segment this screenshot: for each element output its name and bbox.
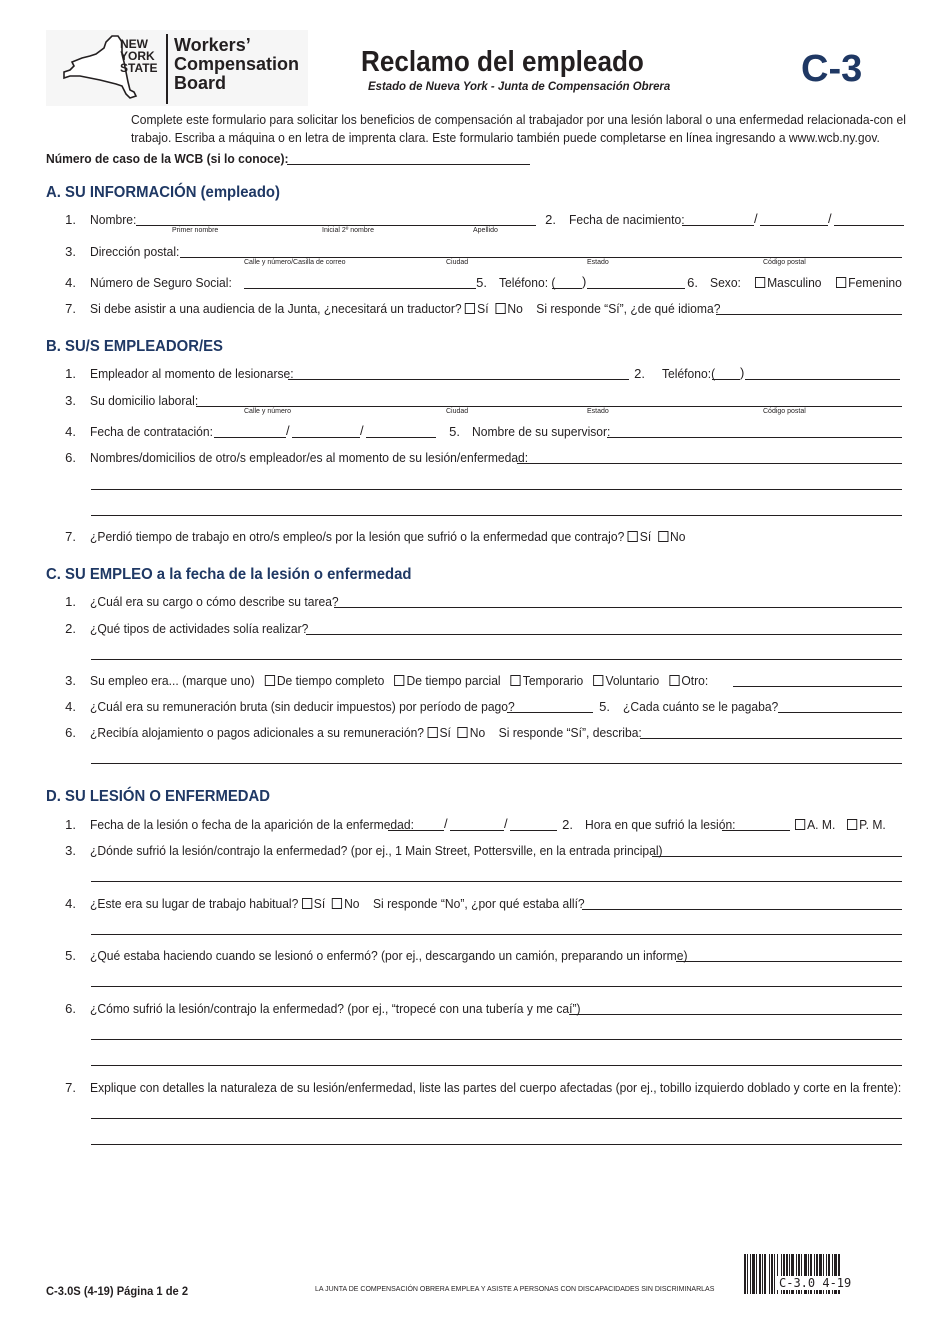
birth-year-input[interactable] [834, 225, 904, 226]
agency-logo [46, 30, 308, 106]
case-number-label: Número de caso de la WCB (si lo conoce): [46, 151, 289, 166]
barcode-text: C-3.0 4-19 [779, 1276, 852, 1290]
question-number: 2. [562, 817, 573, 832]
section-a-title: A. SU INFORMACIÓN (empleado) [46, 184, 280, 201]
extra-pay-no-checkbox[interactable] [458, 727, 468, 738]
intro-text: Complete este formulario para solicitar los beneficios de compensación al trabajador por una lesión laboral o una enfermedad relacionada-con el trabajo. Escriba a máquina o en letra de imprenta clara. Este formulario también puede completarse en línea ingresando a www.wcb.ny.gov. [131, 112, 906, 145]
other-employers-input-line[interactable] [91, 515, 902, 516]
how-injured-input-line[interactable] [91, 1065, 902, 1066]
barcode-bar [756, 1254, 757, 1294]
injury-time-input[interactable] [722, 830, 790, 831]
why-there-input[interactable] [582, 909, 902, 910]
translator-question: Si debe asistir a una audiencia de la Junta, ¿necesitará un traductor? Sí No Si responde “Sí”, ¿de qué idioma? [90, 301, 721, 316]
volunteer-checkbox[interactable] [593, 675, 603, 686]
job-title-input[interactable] [334, 607, 902, 608]
case-number-input[interactable] [287, 164, 530, 165]
supervisor-label: Nombre de su supervisor: [472, 424, 611, 439]
extra-pay-describe-input-line[interactable] [91, 763, 902, 764]
sex-male-option[interactable]: Masculino [755, 276, 822, 290]
injury-location-input-line[interactable] [91, 881, 902, 882]
field-hint: Primer nombre [172, 227, 219, 234]
barcode-bar [764, 1254, 766, 1294]
translator-yes-checkbox[interactable] [465, 303, 475, 314]
mailing-address-input[interactable] [180, 257, 902, 258]
am-option[interactable]: A. M. [795, 818, 835, 832]
injury-date-label: Fecha de la lesión o fecha de la aparición de la enfermedad: [90, 817, 414, 832]
phone-label: Teléfono: ( [499, 275, 556, 290]
employer-phone-label: Teléfono:( [662, 366, 716, 381]
injury-time-label: Hora en que sufrió la lesión: [585, 817, 736, 832]
other-employers-input-line[interactable] [91, 489, 902, 490]
employer-input[interactable] [288, 379, 629, 380]
question-number: 3. [65, 393, 76, 408]
barcode-bar [747, 1254, 748, 1294]
question-number: 5. [599, 699, 610, 714]
field-hint: Código postal [763, 259, 806, 266]
injury-day-input[interactable] [450, 830, 504, 831]
pm-option[interactable]: P. M. [847, 818, 886, 832]
activity-at-injury-input-line[interactable] [91, 986, 902, 987]
phone-input[interactable] [587, 288, 685, 289]
translator-no-checkbox[interactable] [495, 303, 505, 314]
field-hint: Ciudad [446, 408, 469, 415]
question-number: 7. [65, 1080, 76, 1095]
usual-workplace-yes-checkbox[interactable] [302, 898, 312, 909]
employer-phone-area-input[interactable] [712, 379, 740, 380]
usual-workplace-question: ¿Este era su lugar de trabajo habitual? Sí No Si responde “No”, ¿por qué estaba allí? [90, 896, 585, 911]
activities-label: ¿Qué tipos de actividades solía realizar? [90, 621, 309, 636]
how-injured-input-line[interactable] [91, 1039, 902, 1040]
how-injured-label: ¿Cómo sufrió la lesión/contrajo la enfermedad? (por ej., “tropecé con una tubería y me caí”) [90, 1001, 581, 1016]
sex-label: Sexo: [710, 275, 741, 290]
checkbox-icon[interactable] [755, 277, 765, 288]
hire-day-input[interactable] [292, 437, 360, 438]
other-checkbox[interactable] [669, 675, 679, 686]
question-number: 4. [65, 424, 76, 439]
injury-nature-label: Explique con detalles la naturaleza de su lesión/enfermedad, liste las partes del cuerpo afectadas (por ej., tobillo izquierdo doblado y corte en la frente): [90, 1080, 902, 1095]
field-hint: Inicial 2º nombre [322, 227, 374, 234]
page-info: C-3.0S (4-19) Página 1 de 2 [46, 1284, 189, 1298]
question-number: 6. [687, 275, 698, 290]
barcode-bar [750, 1254, 751, 1294]
question-number: 7. [65, 301, 76, 316]
injury-nature-input-line[interactable] [91, 1118, 902, 1119]
question-number: 1. [65, 594, 76, 609]
question-number: 2. [65, 621, 76, 636]
section-d-title: D. SU LESIÓN O ENFERMEDAD [46, 788, 271, 805]
name-input[interactable] [136, 225, 536, 226]
employer-label: Empleador al momento de lesionarse: [90, 366, 294, 381]
job-title-label: ¿Cuál era su cargo o cómo describe su tarea? [90, 594, 339, 609]
question-number: 1. [65, 366, 76, 381]
logo-divider [166, 34, 168, 104]
injury-month-input[interactable] [388, 830, 444, 831]
question-number: 7. [65, 529, 76, 544]
field-hint: Código postal [763, 408, 806, 415]
activity-at-injury-input[interactable] [676, 961, 902, 962]
birth-day-input[interactable] [760, 225, 828, 226]
extra-pay-describe-input[interactable] [640, 738, 902, 739]
question-number: 3. [65, 843, 76, 858]
barcode-bar [771, 1254, 773, 1294]
question-number: 6. [65, 725, 76, 740]
temporary-checkbox[interactable] [511, 675, 521, 686]
field-hint: Estado [587, 259, 609, 266]
why-there-input-line[interactable] [91, 934, 902, 935]
agency-name: Workers’ Compensation Board [174, 35, 300, 93]
gross-pay-label: ¿Cuál era su remuneración bruta (sin deducir impuestos) por período de pago? [90, 699, 515, 714]
activities-input[interactable] [306, 634, 902, 635]
question-number: 3. [65, 673, 76, 688]
injury-nature-input-line[interactable] [91, 1144, 902, 1145]
work-address-label: Su domicilio laboral: [90, 393, 199, 408]
section-b-title: B. SU/S EMPLEADOR/ES [46, 338, 223, 355]
lost-time-question: ¿Perdió tiempo de trabajo en otro/s empleo/s por la lesión que sufrió o la enfermedad que contrajo? Sí No [90, 529, 686, 544]
question-number: 6. [65, 1001, 76, 1016]
agency-short-name: NEW YORK STATE [120, 37, 158, 75]
hire-year-input[interactable] [366, 437, 436, 438]
injury-location-input[interactable] [652, 856, 902, 857]
question-number: 6. [65, 450, 76, 465]
page-title: Reclamo del empleado [361, 46, 644, 78]
injury-location-label: ¿Dónde sufrió la lesión/contrajo la enfermedad? (por ej., 1 Main Street, Pottersville, en la entrada principal) [90, 843, 663, 858]
language-input[interactable] [716, 314, 902, 315]
barcode-bar [752, 1254, 755, 1294]
barcode-bar [744, 1254, 746, 1294]
employment-type-question: Su empleo era... (marque uno) De tiempo completo De tiempo parcial Temporario Voluntario Otro: [90, 673, 709, 688]
supervisor-input[interactable] [607, 437, 902, 438]
hire-month-input[interactable] [214, 437, 286, 438]
usual-workplace-no-checkbox[interactable] [332, 898, 342, 909]
pay-frequency-label: ¿Cada cuánto se le pagaba? [623, 699, 779, 714]
barcode [744, 1254, 912, 1294]
injury-year-input[interactable] [510, 830, 557, 831]
question-number: 4. [65, 699, 76, 714]
field-hint: Calle y número [244, 408, 292, 415]
barcode-bar [759, 1254, 761, 1294]
barcode-bar [762, 1254, 763, 1294]
field-hint: Calle y número/Casilla de correo [244, 259, 346, 266]
question-number: 2. [545, 212, 556, 227]
question-number: 5. [65, 948, 76, 963]
mailing-address-label: Dirección postal: [90, 244, 180, 259]
work-address-input[interactable] [196, 406, 902, 407]
field-hint: Apellido [473, 227, 498, 234]
question-number: 4. [65, 896, 76, 911]
question-number: 1. [65, 212, 76, 227]
question-number: 1. [65, 817, 76, 832]
page-subtitle: Estado de Nueva York - Junta de Compensación Obrera [368, 79, 671, 93]
lost-time-yes-checkbox[interactable] [628, 531, 638, 542]
sex-female-option[interactable]: Femenino [836, 276, 902, 290]
activity-at-injury-label: ¿Qué estaba haciendo cuando se lesionó o enfermó? (por ej., descargando un camión, preparando un informe) [90, 948, 688, 963]
lost-time-no-checkbox[interactable] [658, 531, 668, 542]
question-number: 4. [65, 275, 76, 290]
other-employers-input[interactable] [517, 463, 902, 464]
checkbox-icon[interactable] [795, 819, 805, 830]
checkbox-icon[interactable] [847, 819, 857, 830]
barcode-bar [774, 1254, 775, 1294]
question-number: 5. [476, 275, 487, 290]
ssn-input[interactable] [244, 288, 476, 289]
full-time-checkbox[interactable] [265, 675, 275, 686]
checkbox-icon[interactable] [836, 277, 846, 288]
other-employers-label: Nombres/domicilios de otro/s empleador/es al momento de su lesión/enfermedad: [90, 450, 529, 465]
birth-month-input[interactable] [682, 225, 754, 226]
barcode-bar [769, 1254, 770, 1294]
part-time-checkbox[interactable] [394, 675, 404, 686]
how-injured-input[interactable] [569, 1014, 902, 1015]
ssn-label: Número de Seguro Social: [90, 275, 232, 290]
question-number: 3. [65, 244, 76, 259]
nondiscrimination-notice: LA JUNTA DE COMPENSACIÓN OBRERA EMPLEA Y ASISTE A PERSONAS CON DISCAPACIDADES SIN DISCRIMINARLAS [315, 1286, 715, 1293]
employer-phone-input[interactable] [745, 379, 900, 380]
form-code: C-3 [801, 48, 863, 90]
field-hint: Estado [587, 408, 609, 415]
activities-input-line[interactable] [91, 659, 902, 660]
extra-pay-yes-checkbox[interactable] [427, 727, 437, 738]
gross-pay-input[interactable] [507, 712, 593, 713]
employment-other-input[interactable] [733, 686, 902, 687]
pay-frequency-input[interactable] [778, 712, 902, 713]
phone-area-input[interactable] [552, 288, 582, 289]
question-number: 2. [634, 366, 645, 381]
field-hint: Ciudad [446, 259, 469, 266]
section-c-title: C. SU EMPLEO a la fecha de la lesión o enfermedad [46, 566, 412, 583]
birth-date-label: Fecha de nacimiento: [569, 212, 685, 227]
hire-date-label: Fecha de contratación: [90, 424, 213, 439]
question-number: 5. [449, 424, 460, 439]
name-label: Nombre: [90, 212, 137, 227]
extra-pay-question: ¿Recibía alojamiento o pagos adicionales a su remuneración? Sí No Si responde “Sí”, describa: [90, 725, 642, 740]
